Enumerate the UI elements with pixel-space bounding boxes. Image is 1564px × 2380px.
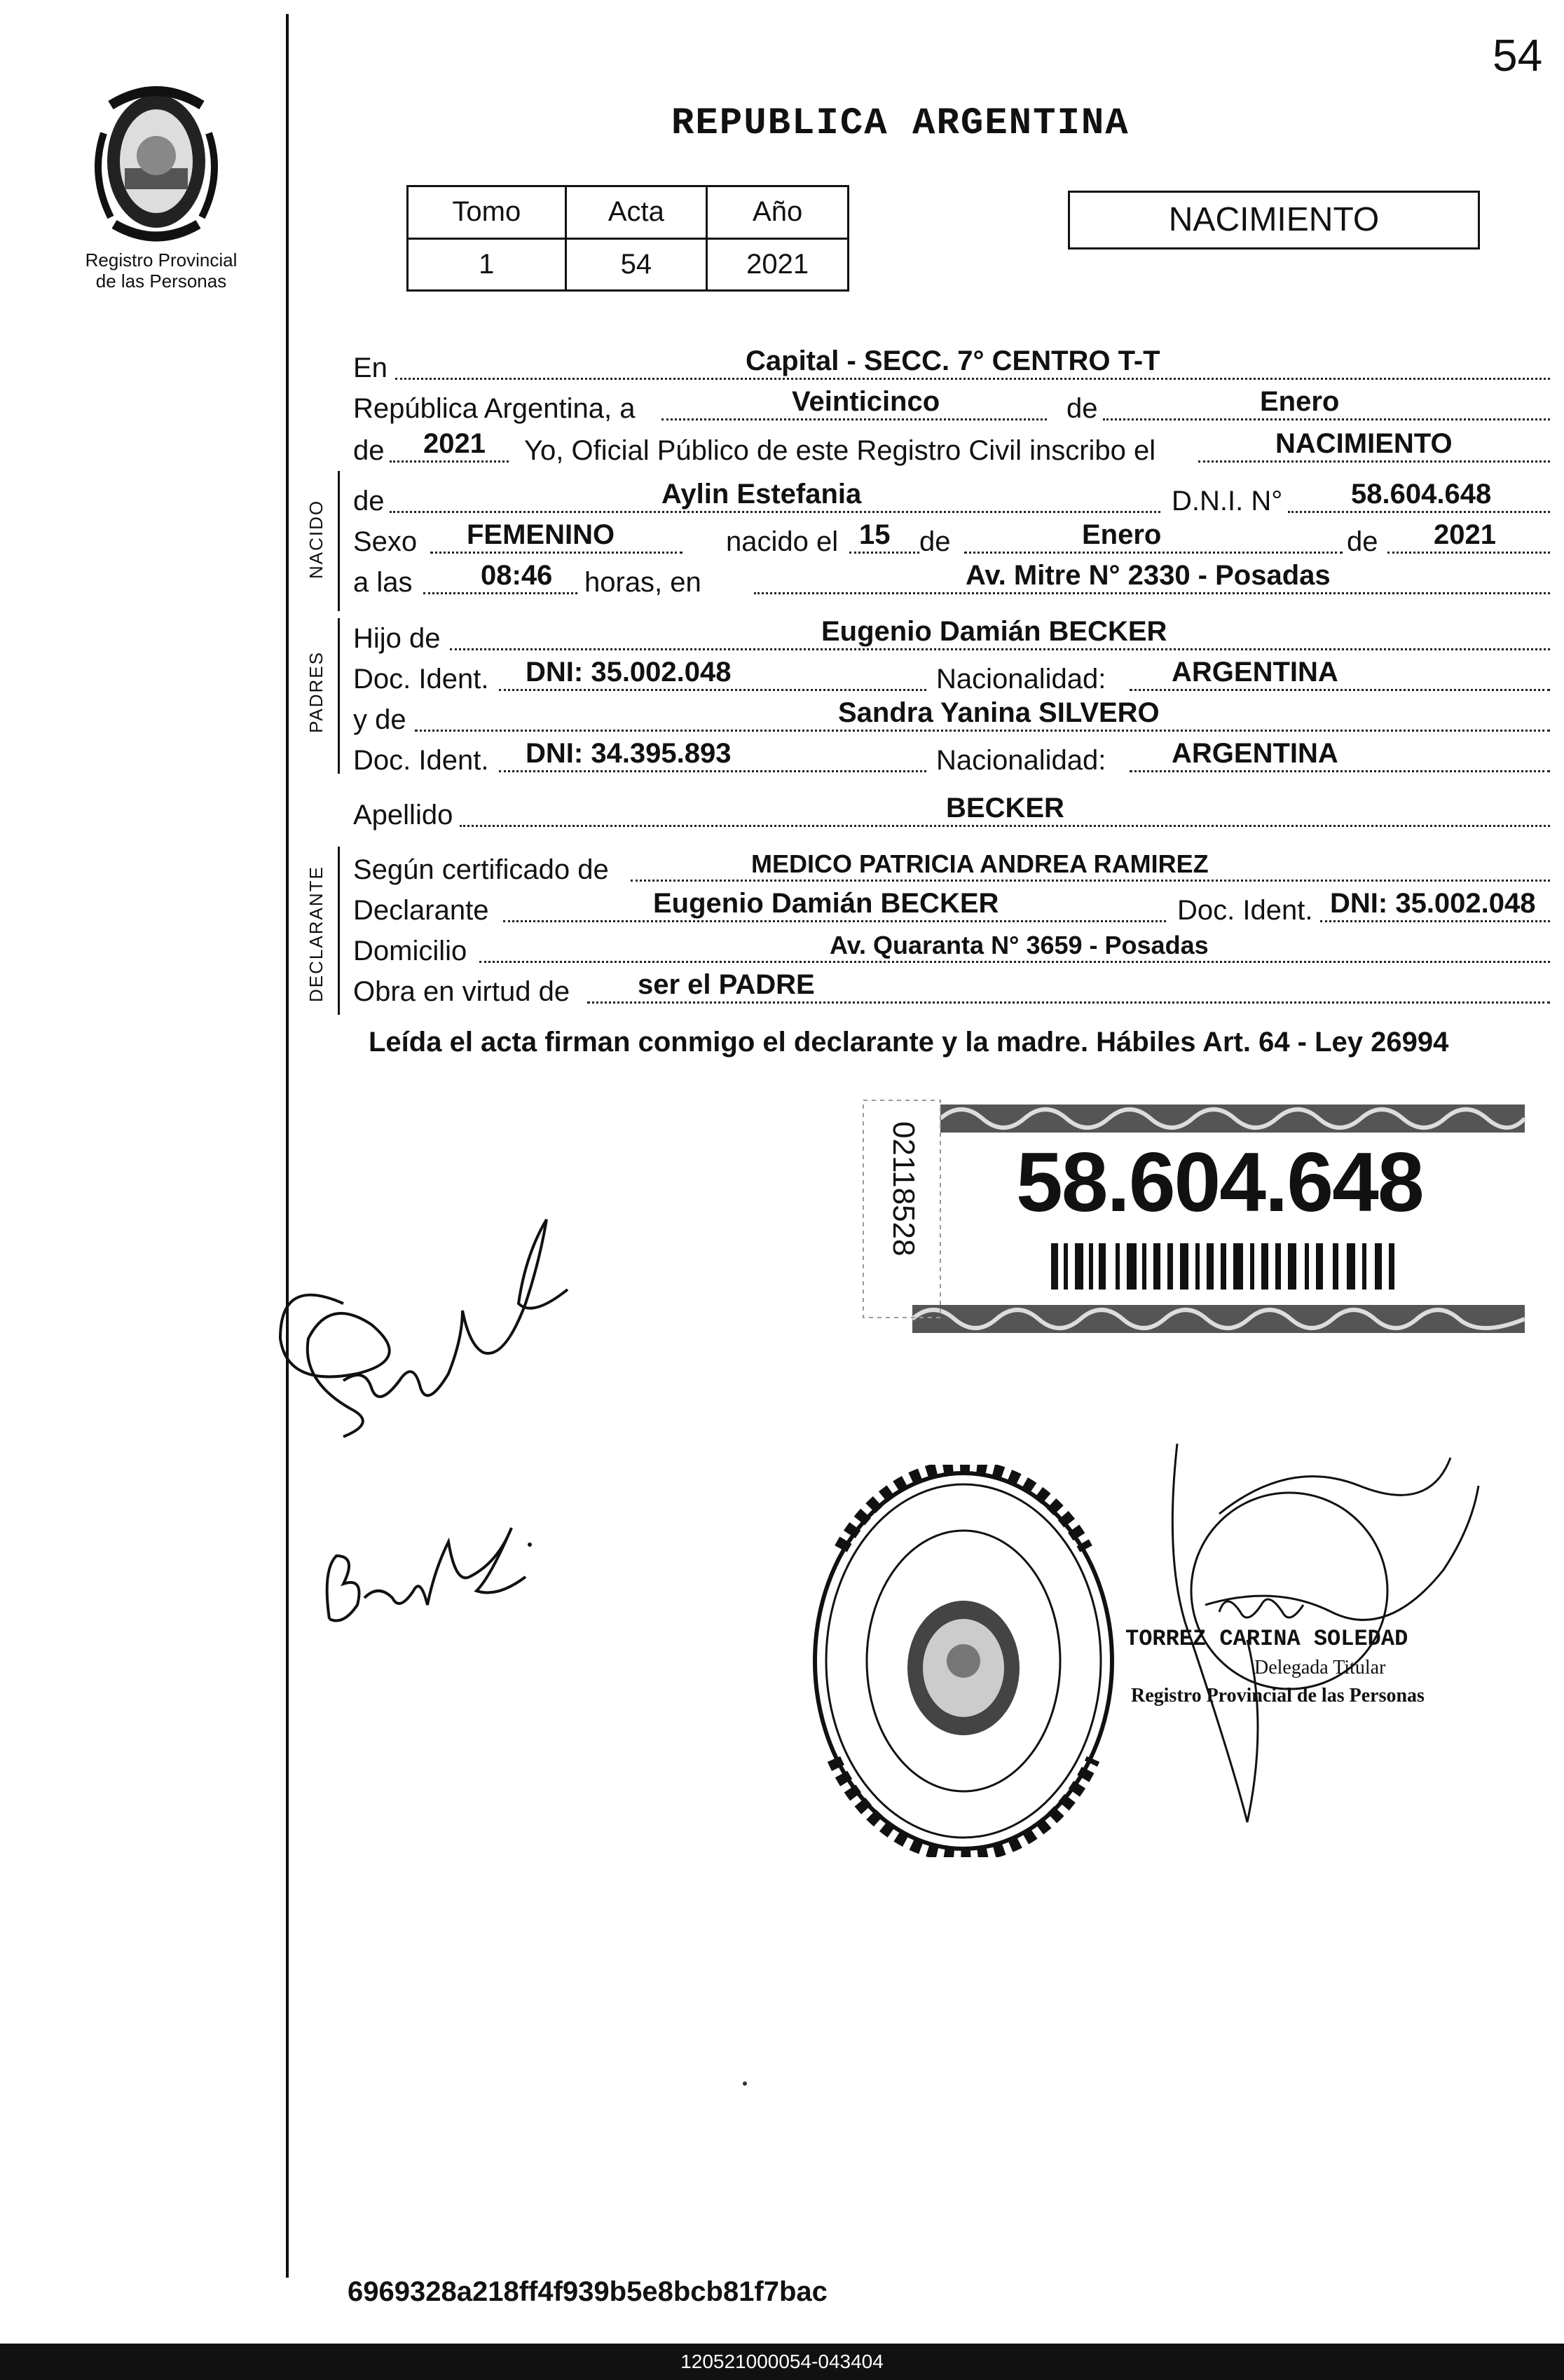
province-emblem <box>83 77 230 245</box>
padres-section-label: PADRES <box>306 651 327 733</box>
decl-doc-label: Doc. Ident. <box>1177 895 1313 926</box>
mother-signature <box>259 1198 582 1465</box>
dots <box>499 770 926 772</box>
y-de-label: y de <box>353 704 406 735</box>
declarante-bar <box>338 847 340 1015</box>
row-sexo <box>353 521 1550 561</box>
dots <box>415 730 1550 732</box>
row-obra <box>353 971 1550 1011</box>
anio-header: Año <box>707 186 849 239</box>
dots <box>631 880 1550 882</box>
cert-value: MEDICO PATRICIA ANDREA RAMIREZ <box>751 849 1209 878</box>
dom-value: Av. Quaranta N° 3659 - Posadas <box>830 931 1209 959</box>
apellido-label: Apellido <box>353 800 453 830</box>
row-inscribe <box>353 430 1550 470</box>
dots <box>479 961 1550 963</box>
official-seal <box>806 1465 1121 1857</box>
dots <box>430 552 682 554</box>
de2-label: de <box>353 435 385 466</box>
row-hora <box>353 562 1550 601</box>
mes-nacimiento-value: Enero <box>1082 519 1162 550</box>
de-mes-label: de <box>919 526 951 557</box>
document-hash: 6969328a218ff4f939b5e8bcb81f7bac <box>348 2276 828 2307</box>
inscribe-label: Yo, Oficial Público de este Registro Civil inscribo el <box>524 435 1156 466</box>
nacido-section-label: NACIDO <box>306 499 327 579</box>
madre-nac-label: Nacionalidad: <box>936 745 1106 776</box>
decl-label: Declarante <box>353 895 489 926</box>
row-domicilio <box>353 931 1550 970</box>
page-title: REPUBLICA ARGENTINA <box>671 102 1130 145</box>
father-signature <box>315 1500 540 1640</box>
official-office: Registro Provincial de las Personas <box>1131 1685 1425 1707</box>
padre-nac-label: Nacionalidad: <box>936 664 1106 695</box>
padre-doc-label: Doc. Ident. <box>353 664 489 695</box>
dni-label: D.N.I. N° <box>1172 486 1283 517</box>
declarante-section-label: DECLARANTE <box>306 866 327 1002</box>
dots <box>390 460 509 463</box>
dots <box>1320 920 1550 922</box>
anio-nacimiento-value: 2021 <box>1434 519 1496 550</box>
record-table <box>406 185 849 292</box>
dots <box>460 825 1550 827</box>
dots <box>1288 511 1550 513</box>
registry-line2: de las Personas <box>95 271 227 292</box>
row-certificado <box>353 849 1550 889</box>
dots <box>1103 418 1550 420</box>
acta-header: Acta <box>565 186 707 239</box>
anio-value: 2021 <box>707 238 849 291</box>
mes-value: Enero <box>1260 386 1340 417</box>
republica-label: República Argentina, a <box>353 393 636 424</box>
tomo-header: Tomo <box>408 186 566 239</box>
nombre-value: Aylin Estefania <box>661 479 862 509</box>
nacido-el-label: nacido el <box>726 526 839 557</box>
inscribe-value: NACIMIENTO <box>1275 428 1453 459</box>
anio-value: 2021 <box>423 428 486 459</box>
madre-doc-label: Doc. Ident. <box>353 745 489 776</box>
dots <box>1130 689 1550 691</box>
dots <box>964 552 1343 554</box>
apellido-value: BECKER <box>946 793 1064 823</box>
obra-value: ser el PADRE <box>638 969 815 1000</box>
dots <box>754 592 1550 594</box>
official-role: Delegada Titular <box>1254 1657 1386 1678</box>
row-apellido <box>353 795 1550 834</box>
dots <box>1198 460 1550 463</box>
dots <box>450 648 1550 650</box>
en-value: Capital - SECC. 7° CENTRO T-T <box>746 346 1160 376</box>
row-padre-doc <box>353 659 1550 698</box>
row-fecha <box>353 388 1550 428</box>
record-type-box: NACIMIENTO <box>1068 191 1480 249</box>
madre-doc-value: DNI: 34.395.893 <box>526 738 732 769</box>
sexo-value: FEMENINO <box>467 519 615 550</box>
row-nombre <box>353 481 1550 520</box>
margin-rule <box>286 14 289 2278</box>
horas-en-label: horas, en <box>584 567 701 598</box>
registry-line1: Registro Provincial <box>85 249 238 271</box>
de-label: de <box>1066 393 1098 424</box>
nacido-bar <box>338 471 340 611</box>
obra-label: Obra en virtud de <box>353 976 570 1007</box>
dni-sticker <box>856 1093 1529 1353</box>
padre-value: Eugenio Damián BECKER <box>821 616 1167 647</box>
de-nombre-label: de <box>353 486 385 517</box>
padre-doc-value: DNI: 35.002.048 <box>526 657 732 688</box>
dots <box>499 689 926 691</box>
dots <box>661 418 1047 420</box>
dots <box>1130 770 1550 772</box>
page-number: 54 <box>1493 30 1543 81</box>
de-anio-label: de <box>1347 526 1378 557</box>
acta-value: 54 <box>565 238 707 291</box>
cert-label: Según certificado de <box>353 854 609 885</box>
dots <box>395 378 1550 380</box>
madre-value: Sandra Yanina SILVERO <box>838 697 1160 728</box>
stray-mark <box>743 2081 747 2086</box>
padre-nac-value: ARGENTINA <box>1172 657 1338 688</box>
madre-nac-value: ARGENTINA <box>1172 738 1338 769</box>
sticker-dni-number: 58.604.648 <box>1016 1135 1423 1229</box>
row-padre <box>353 618 1550 657</box>
tomo-value: 1 <box>408 238 566 291</box>
decl-doc-value: DNI: 35.002.048 <box>1330 888 1536 919</box>
dots <box>587 1001 1550 1004</box>
dots <box>390 511 1160 513</box>
hora-value: 08:46 <box>481 560 553 591</box>
hijo-de-label: Hijo de <box>353 623 441 654</box>
closing-text: Leída el acta firman conmigo el declarante y la madre. Hábiles Art. 64 - Ley 26994 <box>369 1027 1449 1058</box>
registry-name <box>63 249 259 292</box>
en-label: En <box>353 353 387 383</box>
dots <box>1387 552 1550 554</box>
row-declarante <box>353 890 1550 929</box>
dom-label: Domicilio <box>353 936 467 966</box>
dia-letras-value: Veinticinco <box>792 386 940 417</box>
row-madre-doc <box>353 740 1550 779</box>
sexo-label: Sexo <box>353 526 418 557</box>
padres-bar <box>338 618 340 774</box>
dni-value: 58.604.648 <box>1351 479 1492 509</box>
sticker-side-number: 02118528 <box>886 1121 921 1257</box>
row-madre <box>353 699 1550 739</box>
dots <box>503 920 1166 922</box>
official-name: TORREZ CARINA SOLEDAD <box>1125 1626 1408 1652</box>
lugar-value: Av. Mitre N° 2330 - Posadas <box>966 560 1331 591</box>
dots <box>849 552 919 554</box>
dots <box>423 592 577 594</box>
alas-label: a las <box>353 567 413 598</box>
decl-value: Eugenio Damián BECKER <box>653 888 999 919</box>
dia-value: 15 <box>859 519 891 550</box>
row-en <box>353 348 1550 387</box>
footer-code: 120521000054-043404 <box>0 2344 1564 2380</box>
